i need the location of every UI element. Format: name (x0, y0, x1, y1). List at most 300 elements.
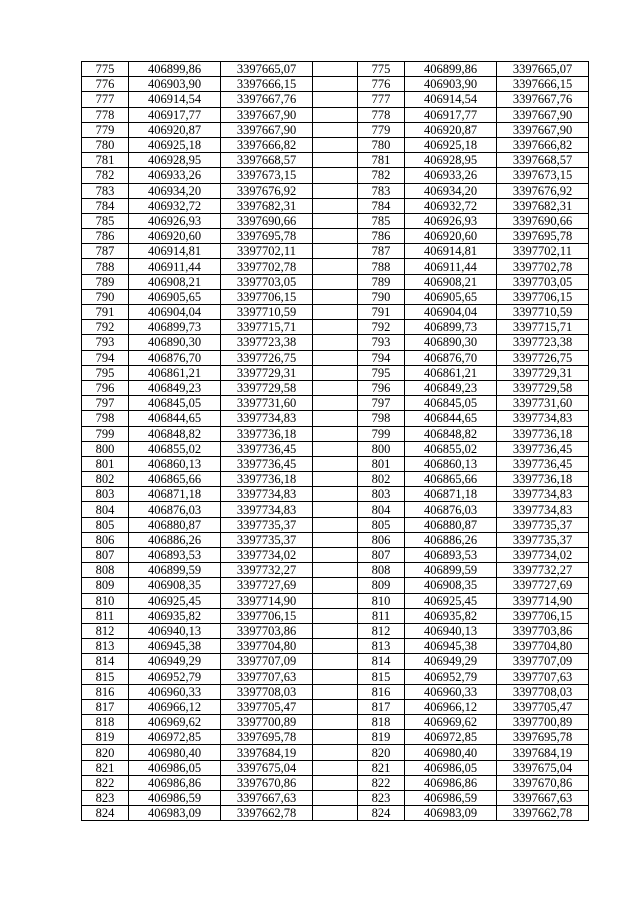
table-row (82, 623, 589, 638)
right-point-number-cell: 821 (358, 760, 405, 775)
right-y-coordinate-cell: 3397676,92 (497, 183, 589, 198)
left-point-number-cell: 809 (82, 578, 129, 593)
left-point-number-cell: 802 (82, 472, 129, 487)
left-y-coordinate-cell: 3397735,37 (221, 532, 313, 547)
table-row (82, 168, 589, 183)
right-x-coordinate-cell: 406845,05 (405, 396, 497, 411)
left-point-number-cell: 796 (82, 380, 129, 395)
right-y-coordinate-cell: 3397734,83 (497, 502, 589, 517)
left-point-number-cell: 794 (82, 350, 129, 365)
column-gap-cell (313, 593, 358, 608)
column-gap-cell (313, 502, 358, 517)
column-gap-cell (313, 289, 358, 304)
right-y-coordinate-cell: 3397704,80 (497, 639, 589, 654)
right-point-number-cell: 787 (358, 244, 405, 259)
left-point-number-cell: 789 (82, 274, 129, 289)
right-y-coordinate-cell: 3397695,78 (497, 229, 589, 244)
left-x-coordinate-cell: 406876,03 (129, 502, 221, 517)
right-point-number-cell: 808 (358, 563, 405, 578)
left-y-coordinate-cell: 3397729,31 (221, 365, 313, 380)
table-row (82, 441, 589, 456)
left-point-number-cell: 779 (82, 122, 129, 137)
column-gap-cell (313, 806, 358, 821)
right-point-number-cell: 782 (358, 168, 405, 183)
left-y-coordinate-cell: 3397704,80 (221, 639, 313, 654)
left-y-coordinate-cell: 3397690,66 (221, 213, 313, 228)
left-point-number-cell: 790 (82, 289, 129, 304)
left-point-number-cell: 806 (82, 532, 129, 547)
right-x-coordinate-cell: 406960,33 (405, 684, 497, 699)
table-row (82, 684, 589, 699)
right-y-coordinate-cell: 3397727,69 (497, 578, 589, 593)
column-gap-cell (313, 168, 358, 183)
left-x-coordinate-cell: 406871,18 (129, 487, 221, 502)
table-row (82, 669, 589, 684)
column-gap-cell (313, 213, 358, 228)
left-x-coordinate-cell: 406860,13 (129, 456, 221, 471)
table-row (82, 122, 589, 137)
table-row (82, 487, 589, 502)
left-x-coordinate-cell: 406926,93 (129, 213, 221, 228)
left-y-coordinate-cell: 3397734,83 (221, 487, 313, 502)
right-y-coordinate-cell: 3397706,15 (497, 608, 589, 623)
right-point-number-cell: 801 (358, 456, 405, 471)
table-row (82, 411, 589, 426)
right-x-coordinate-cell: 406925,18 (405, 137, 497, 152)
left-x-coordinate-cell: 406893,53 (129, 548, 221, 563)
left-x-coordinate-cell: 406914,81 (129, 244, 221, 259)
right-y-coordinate-cell: 3397715,71 (497, 320, 589, 335)
right-y-coordinate-cell: 3397735,37 (497, 532, 589, 547)
table-row (82, 183, 589, 198)
column-gap-cell (313, 396, 358, 411)
left-point-number-cell: 814 (82, 654, 129, 669)
table-row (82, 654, 589, 669)
left-point-number-cell: 776 (82, 77, 129, 92)
left-x-coordinate-cell: 406914,54 (129, 92, 221, 107)
left-x-coordinate-cell: 406899,59 (129, 563, 221, 578)
table-row (82, 699, 589, 714)
left-x-coordinate-cell: 406899,73 (129, 320, 221, 335)
right-y-coordinate-cell: 3397662,78 (497, 806, 589, 821)
right-point-number-cell: 805 (358, 517, 405, 532)
right-point-number-cell: 781 (358, 153, 405, 168)
column-gap-cell (313, 92, 358, 107)
left-point-number-cell: 822 (82, 775, 129, 790)
left-y-coordinate-cell: 3397734,02 (221, 548, 313, 563)
right-x-coordinate-cell: 406940,13 (405, 623, 497, 638)
right-x-coordinate-cell: 406986,86 (405, 775, 497, 790)
left-point-number-cell: 808 (82, 563, 129, 578)
left-x-coordinate-cell: 406848,82 (129, 426, 221, 441)
left-point-number-cell: 823 (82, 791, 129, 806)
column-gap-cell (313, 623, 358, 638)
right-y-coordinate-cell: 3397729,31 (497, 365, 589, 380)
left-y-coordinate-cell: 3397729,58 (221, 380, 313, 395)
left-point-number-cell: 787 (82, 244, 129, 259)
left-x-coordinate-cell: 406960,33 (129, 684, 221, 699)
column-gap-cell (313, 608, 358, 623)
left-x-coordinate-cell: 406986,86 (129, 775, 221, 790)
left-y-coordinate-cell: 3397703,05 (221, 274, 313, 289)
right-x-coordinate-cell: 406932,72 (405, 198, 497, 213)
left-y-coordinate-cell: 3397682,31 (221, 198, 313, 213)
right-point-number-cell: 778 (358, 107, 405, 122)
right-y-coordinate-cell: 3397673,15 (497, 168, 589, 183)
right-point-number-cell: 785 (358, 213, 405, 228)
column-gap-cell (313, 380, 358, 395)
left-x-coordinate-cell: 406890,30 (129, 335, 221, 350)
left-x-coordinate-cell: 406903,90 (129, 77, 221, 92)
right-x-coordinate-cell: 406860,13 (405, 456, 497, 471)
left-x-coordinate-cell: 406966,12 (129, 699, 221, 714)
left-y-coordinate-cell: 3397670,86 (221, 775, 313, 790)
table-row (82, 563, 589, 578)
right-x-coordinate-cell: 406899,59 (405, 563, 497, 578)
left-x-coordinate-cell: 406880,87 (129, 517, 221, 532)
left-y-coordinate-cell: 3397707,63 (221, 669, 313, 684)
left-y-coordinate-cell: 3397703,86 (221, 623, 313, 638)
table-row (82, 274, 589, 289)
left-point-number-cell: 816 (82, 684, 129, 699)
left-point-number-cell: 821 (82, 760, 129, 775)
right-y-coordinate-cell: 3397668,57 (497, 153, 589, 168)
right-x-coordinate-cell: 406886,26 (405, 532, 497, 547)
table-row (82, 593, 589, 608)
right-y-coordinate-cell: 3397700,89 (497, 715, 589, 730)
left-point-number-cell: 803 (82, 487, 129, 502)
right-point-number-cell: 799 (358, 426, 405, 441)
right-x-coordinate-cell: 406926,93 (405, 213, 497, 228)
column-gap-cell (313, 639, 358, 654)
right-point-number-cell: 784 (358, 198, 405, 213)
right-point-number-cell: 780 (358, 137, 405, 152)
right-x-coordinate-cell: 406849,23 (405, 380, 497, 395)
left-x-coordinate-cell: 406945,38 (129, 639, 221, 654)
left-y-coordinate-cell: 3397700,89 (221, 715, 313, 730)
left-y-coordinate-cell: 3397734,83 (221, 502, 313, 517)
right-y-coordinate-cell: 3397667,63 (497, 791, 589, 806)
left-x-coordinate-cell: 406861,21 (129, 365, 221, 380)
left-point-number-cell: 824 (82, 806, 129, 821)
column-gap-cell (313, 730, 358, 745)
table-row (82, 107, 589, 122)
column-gap-cell (313, 578, 358, 593)
right-x-coordinate-cell: 406917,77 (405, 107, 497, 122)
right-y-coordinate-cell: 3397734,83 (497, 411, 589, 426)
right-x-coordinate-cell: 406855,02 (405, 441, 497, 456)
left-y-coordinate-cell: 3397676,92 (221, 183, 313, 198)
column-gap-cell (313, 244, 358, 259)
right-y-coordinate-cell: 3397723,38 (497, 335, 589, 350)
right-point-number-cell: 812 (358, 623, 405, 638)
right-point-number-cell: 813 (358, 639, 405, 654)
table-row (82, 730, 589, 745)
right-y-coordinate-cell: 3397690,66 (497, 213, 589, 228)
right-x-coordinate-cell: 406844,65 (405, 411, 497, 426)
table-row (82, 365, 589, 380)
table-row (82, 320, 589, 335)
left-y-coordinate-cell: 3397708,03 (221, 684, 313, 699)
right-x-coordinate-cell: 406928,95 (405, 153, 497, 168)
right-x-coordinate-cell: 406945,38 (405, 639, 497, 654)
column-gap-cell (313, 745, 358, 760)
right-x-coordinate-cell: 406905,65 (405, 289, 497, 304)
table-row (82, 775, 589, 790)
right-point-number-cell: 776 (358, 77, 405, 92)
left-x-coordinate-cell: 406969,62 (129, 715, 221, 730)
column-gap-cell (313, 472, 358, 487)
left-y-coordinate-cell: 3397714,90 (221, 593, 313, 608)
left-x-coordinate-cell: 406986,05 (129, 760, 221, 775)
left-point-number-cell: 804 (82, 502, 129, 517)
right-y-coordinate-cell: 3397706,15 (497, 289, 589, 304)
right-y-coordinate-cell: 3397708,03 (497, 684, 589, 699)
right-y-coordinate-cell: 3397684,19 (497, 745, 589, 760)
right-x-coordinate-cell: 406934,20 (405, 183, 497, 198)
left-x-coordinate-cell: 406980,40 (129, 745, 221, 760)
left-x-coordinate-cell: 406972,85 (129, 730, 221, 745)
left-y-coordinate-cell: 3397662,78 (221, 806, 313, 821)
right-point-number-cell: 818 (358, 715, 405, 730)
right-point-number-cell: 804 (358, 502, 405, 517)
column-gap-cell (313, 77, 358, 92)
right-point-number-cell: 779 (358, 122, 405, 137)
right-x-coordinate-cell: 406986,59 (405, 791, 497, 806)
column-gap-cell (313, 137, 358, 152)
left-point-number-cell: 805 (82, 517, 129, 532)
right-point-number-cell: 807 (358, 548, 405, 563)
left-point-number-cell: 799 (82, 426, 129, 441)
column-gap-cell (313, 441, 358, 456)
table-row (82, 426, 589, 441)
left-x-coordinate-cell: 406911,44 (129, 259, 221, 274)
column-gap-cell (313, 122, 358, 137)
right-point-number-cell: 789 (358, 274, 405, 289)
left-y-coordinate-cell: 3397706,15 (221, 608, 313, 623)
left-point-number-cell: 817 (82, 699, 129, 714)
right-y-coordinate-cell: 3397682,31 (497, 198, 589, 213)
right-y-coordinate-cell: 3397695,78 (497, 730, 589, 745)
table-row (82, 578, 589, 593)
left-point-number-cell: 785 (82, 213, 129, 228)
left-x-coordinate-cell: 406886,26 (129, 532, 221, 547)
table-row (82, 198, 589, 213)
left-x-coordinate-cell: 406908,35 (129, 578, 221, 593)
left-y-coordinate-cell: 3397736,45 (221, 441, 313, 456)
right-x-coordinate-cell: 406899,73 (405, 320, 497, 335)
left-point-number-cell: 818 (82, 715, 129, 730)
right-x-coordinate-cell: 406980,40 (405, 745, 497, 760)
table-row (82, 92, 589, 107)
left-point-number-cell: 800 (82, 441, 129, 456)
table-row (82, 289, 589, 304)
left-x-coordinate-cell: 406925,45 (129, 593, 221, 608)
column-gap-cell (313, 654, 358, 669)
table-body (82, 62, 589, 821)
left-point-number-cell: 782 (82, 168, 129, 183)
right-y-coordinate-cell: 3397734,83 (497, 487, 589, 502)
right-x-coordinate-cell: 406865,66 (405, 472, 497, 487)
right-point-number-cell: 790 (358, 289, 405, 304)
table-row (82, 77, 589, 92)
table-row (82, 137, 589, 152)
right-y-coordinate-cell: 3397726,75 (497, 350, 589, 365)
left-y-coordinate-cell: 3397705,47 (221, 699, 313, 714)
table-row (82, 639, 589, 654)
table-row (82, 502, 589, 517)
column-gap-cell (313, 62, 358, 77)
right-x-coordinate-cell: 406983,09 (405, 806, 497, 821)
left-x-coordinate-cell: 406908,21 (129, 274, 221, 289)
column-gap-cell (313, 715, 358, 730)
table-row (82, 456, 589, 471)
right-x-coordinate-cell: 406925,45 (405, 593, 497, 608)
left-point-number-cell: 812 (82, 623, 129, 638)
left-y-coordinate-cell: 3397707,09 (221, 654, 313, 669)
table-row (82, 791, 589, 806)
left-x-coordinate-cell: 406905,65 (129, 289, 221, 304)
right-point-number-cell: 792 (358, 320, 405, 335)
left-point-number-cell: 815 (82, 669, 129, 684)
right-y-coordinate-cell: 3397667,90 (497, 107, 589, 122)
right-point-number-cell: 820 (358, 745, 405, 760)
right-y-coordinate-cell: 3397670,86 (497, 775, 589, 790)
right-x-coordinate-cell: 406890,30 (405, 335, 497, 350)
right-x-coordinate-cell: 406949,29 (405, 654, 497, 669)
column-gap-cell (313, 684, 358, 699)
column-gap-cell (313, 107, 358, 122)
right-x-coordinate-cell: 406861,21 (405, 365, 497, 380)
column-gap-cell (313, 487, 358, 502)
left-y-coordinate-cell: 3397726,75 (221, 350, 313, 365)
right-point-number-cell: 783 (358, 183, 405, 198)
left-point-number-cell: 777 (82, 92, 129, 107)
right-point-number-cell: 795 (358, 365, 405, 380)
column-gap-cell (313, 699, 358, 714)
right-y-coordinate-cell: 3397731,60 (497, 396, 589, 411)
left-y-coordinate-cell: 3397735,37 (221, 517, 313, 532)
left-point-number-cell: 795 (82, 365, 129, 380)
right-point-number-cell: 794 (358, 350, 405, 365)
left-point-number-cell: 819 (82, 730, 129, 745)
table-row (82, 350, 589, 365)
left-y-coordinate-cell: 3397727,69 (221, 578, 313, 593)
left-y-coordinate-cell: 3397715,71 (221, 320, 313, 335)
right-x-coordinate-cell: 406933,26 (405, 168, 497, 183)
left-point-number-cell: 791 (82, 305, 129, 320)
coordinate-table (81, 61, 589, 821)
left-x-coordinate-cell: 406925,18 (129, 137, 221, 152)
right-y-coordinate-cell: 3397707,63 (497, 669, 589, 684)
column-gap-cell (313, 411, 358, 426)
right-x-coordinate-cell: 406848,82 (405, 426, 497, 441)
table-row (82, 517, 589, 532)
left-y-coordinate-cell: 3397666,15 (221, 77, 313, 92)
left-x-coordinate-cell: 406934,20 (129, 183, 221, 198)
left-y-coordinate-cell: 3397667,90 (221, 122, 313, 137)
left-point-number-cell: 807 (82, 548, 129, 563)
right-y-coordinate-cell: 3397707,09 (497, 654, 589, 669)
right-point-number-cell: 777 (358, 92, 405, 107)
left-point-number-cell: 788 (82, 259, 129, 274)
table-row (82, 548, 589, 563)
right-point-number-cell: 823 (358, 791, 405, 806)
right-x-coordinate-cell: 406908,35 (405, 578, 497, 593)
left-y-coordinate-cell: 3397695,78 (221, 730, 313, 745)
column-gap-cell (313, 548, 358, 563)
right-y-coordinate-cell: 3397734,02 (497, 548, 589, 563)
right-point-number-cell: 793 (358, 335, 405, 350)
left-point-number-cell: 813 (82, 639, 129, 654)
left-y-coordinate-cell: 3397673,15 (221, 168, 313, 183)
right-point-number-cell: 822 (358, 775, 405, 790)
left-y-coordinate-cell: 3397667,76 (221, 92, 313, 107)
left-x-coordinate-cell: 406935,82 (129, 608, 221, 623)
right-y-coordinate-cell: 3397714,90 (497, 593, 589, 608)
table-row (82, 760, 589, 775)
left-x-coordinate-cell: 406940,13 (129, 623, 221, 638)
right-y-coordinate-cell: 3397736,18 (497, 426, 589, 441)
table-row (82, 472, 589, 487)
right-point-number-cell: 810 (358, 593, 405, 608)
right-y-coordinate-cell: 3397702,78 (497, 259, 589, 274)
column-gap-cell (313, 350, 358, 365)
left-y-coordinate-cell: 3397731,60 (221, 396, 313, 411)
left-y-coordinate-cell: 3397702,11 (221, 244, 313, 259)
right-point-number-cell: 800 (358, 441, 405, 456)
right-x-coordinate-cell: 406986,05 (405, 760, 497, 775)
left-x-coordinate-cell: 406849,23 (129, 380, 221, 395)
column-gap-cell (313, 183, 358, 198)
right-x-coordinate-cell: 406911,44 (405, 259, 497, 274)
left-x-coordinate-cell: 406986,59 (129, 791, 221, 806)
right-x-coordinate-cell: 406876,03 (405, 502, 497, 517)
left-point-number-cell: 797 (82, 396, 129, 411)
right-x-coordinate-cell: 406871,18 (405, 487, 497, 502)
table-row (82, 745, 589, 760)
column-gap-cell (313, 198, 358, 213)
right-point-number-cell: 797 (358, 396, 405, 411)
left-point-number-cell: 810 (82, 593, 129, 608)
right-point-number-cell: 791 (358, 305, 405, 320)
left-y-coordinate-cell: 3397723,38 (221, 335, 313, 350)
right-x-coordinate-cell: 406914,81 (405, 244, 497, 259)
left-point-number-cell: 784 (82, 198, 129, 213)
left-x-coordinate-cell: 406928,95 (129, 153, 221, 168)
left-x-coordinate-cell: 406845,05 (129, 396, 221, 411)
right-y-coordinate-cell: 3397703,86 (497, 623, 589, 638)
left-y-coordinate-cell: 3397667,63 (221, 791, 313, 806)
right-x-coordinate-cell: 406880,87 (405, 517, 497, 532)
table-row (82, 806, 589, 821)
right-x-coordinate-cell: 406903,90 (405, 77, 497, 92)
right-point-number-cell: 809 (358, 578, 405, 593)
right-y-coordinate-cell: 3397735,37 (497, 517, 589, 532)
right-y-coordinate-cell: 3397729,58 (497, 380, 589, 395)
left-y-coordinate-cell: 3397684,19 (221, 745, 313, 760)
column-gap-cell (313, 365, 358, 380)
left-x-coordinate-cell: 406920,87 (129, 122, 221, 137)
column-gap-cell (313, 335, 358, 350)
right-y-coordinate-cell: 3397710,59 (497, 305, 589, 320)
left-x-coordinate-cell: 406865,66 (129, 472, 221, 487)
column-gap-cell (313, 426, 358, 441)
right-y-coordinate-cell: 3397667,76 (497, 92, 589, 107)
left-x-coordinate-cell: 406952,79 (129, 669, 221, 684)
right-x-coordinate-cell: 406966,12 (405, 699, 497, 714)
right-x-coordinate-cell: 406972,85 (405, 730, 497, 745)
